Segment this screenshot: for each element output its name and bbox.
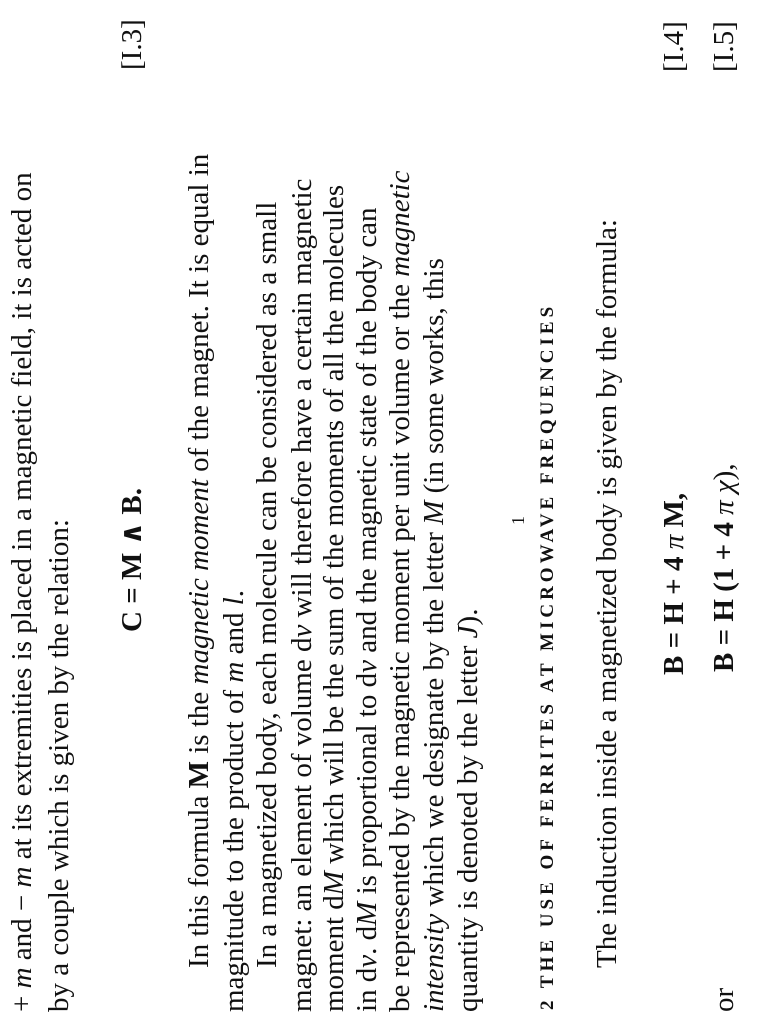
text-run: is proportional to d (351, 672, 383, 902)
text-run: (in some works, this (418, 258, 450, 501)
line-p2b (220, 590, 249, 1012)
text-run: . d (351, 925, 383, 955)
text-run: m (218, 661, 250, 683)
line-p1b (45, 519, 74, 1012)
text-run: In this formula (183, 788, 215, 968)
text-run: v (351, 954, 383, 968)
text-run: magnetic (384, 170, 416, 277)
line-p3f (420, 258, 449, 1012)
text-run: B = H + 4 (658, 549, 690, 675)
text-run: π (658, 534, 690, 550)
footnote-marker: 1 (508, 516, 528, 525)
text-run: quantity is denoted by the letter (452, 638, 484, 1012)
text-run: magnet: an element of volume d (286, 637, 318, 1012)
text-run: l (218, 597, 250, 606)
text-run: v (351, 660, 383, 673)
equation-I4 (660, 493, 689, 675)
text-run: In a magnetized body, each molecule can be considered as a small (251, 201, 283, 968)
text-run: and the magnetic state of the body can (351, 207, 383, 660)
line-p3e (386, 170, 415, 1012)
line-p3d (353, 207, 382, 1012)
text-run: C = M ∧ B. (116, 488, 148, 632)
line-p2a (185, 154, 214, 968)
text-run: . (218, 589, 250, 598)
line-p3g (454, 609, 483, 1012)
equation-I3-number (118, 19, 147, 70)
text-run: M (351, 901, 383, 926)
text-run: M (418, 500, 450, 525)
text-run: ), (708, 463, 740, 481)
text-run: v (286, 624, 318, 638)
text-run: π (708, 500, 740, 515)
text-run: [I.5] (708, 21, 740, 72)
text-run: [I.4] (658, 21, 690, 72)
text-run: moment d (318, 895, 350, 1012)
line-p4 (593, 219, 622, 968)
text-run: m (6, 866, 38, 888)
text-run: in d (351, 967, 383, 1012)
line-p3a (253, 202, 282, 968)
text-run: 2 THE USE OF FERRITES AT MICROWAVE FREQUENCIES (537, 302, 558, 1010)
text-run: and − (6, 887, 38, 968)
text-run: and (218, 605, 250, 662)
or-label (710, 988, 739, 1012)
text-run: χ (708, 480, 740, 494)
text-run: by a couple which is given by the relation: (43, 519, 75, 1012)
line-p3b (288, 179, 317, 1012)
text-run: M, (658, 492, 690, 535)
line-p1a (8, 172, 37, 1012)
equation-I3 (118, 488, 147, 632)
text-run: B = H (1 + 4 (708, 514, 740, 672)
text-run: M (183, 761, 215, 789)
text-run: at its extremities is placed in a magnetic field, it is acted on (6, 172, 38, 867)
text-run: which will be the sum of the moments of all the molecules (318, 184, 350, 872)
text-run: The induction inside a magnetized body is given by the formula: (591, 219, 623, 968)
text-run: magnetic moment (183, 479, 215, 685)
equation-I5-number (710, 21, 739, 72)
text-run: m (6, 967, 38, 989)
text-run: + (6, 988, 38, 1012)
text-run: intensity (418, 913, 450, 1012)
text-run: J (452, 625, 484, 639)
equation-I5 (710, 463, 739, 672)
text-run: [I.3] (116, 19, 148, 70)
line-p3c (320, 185, 349, 1012)
text-run: M (318, 871, 350, 896)
text-run: is the (183, 684, 215, 762)
text-run: magnitude to the product of (218, 682, 250, 1012)
section-heading (530, 303, 559, 1010)
text-run: of the magnet. It is equal in (183, 153, 215, 480)
equation-I4-number (660, 21, 689, 72)
text-run: ). (452, 608, 484, 626)
text-run: will therefore have a certain magnetic (286, 178, 318, 625)
text-run: or (708, 987, 740, 1012)
text-run (708, 493, 740, 500)
text-run: be represented by the magnetic moment per unit volume or the (384, 276, 416, 1012)
text-run: which we designate by the letter (418, 524, 450, 914)
